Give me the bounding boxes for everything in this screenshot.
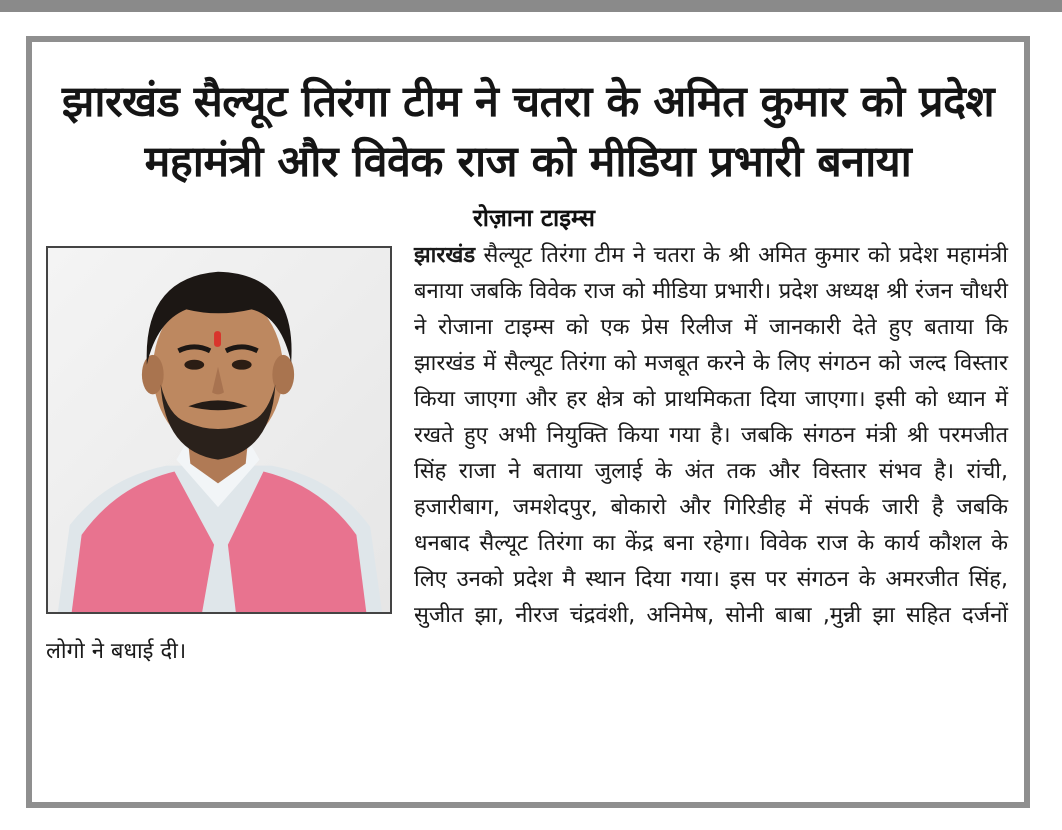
portrait-photo	[46, 246, 392, 614]
article-body	[46, 238, 1008, 670]
source-byline: रोज़ाना टाइम्स	[472, 204, 596, 232]
article-text: सैल्यूट तिरंगा टीम ने चतरा के श्री अमित कुमार को प्रदेश महामंत्री बनाया जबकि विवेक राज को मीडिया प्रभारी। प्रदेश अध्यक्ष श्री रंजन चौधरी ने रोजाना टाइम्स को एक प्रेस रिलीज में जानकारी देते हुए बताया कि झारखंड में सैल्यूट तिरंगा को मजबूत करने के लिए संगठन को जल्द विस्तार किया जाएगा और हर क्षेत्र को प्राथमिकता दिया जाएगा। इसी को ध्यान में रखते हुए अभी नियुक्ति किया गया है। जबकि संगठन मंत्री श्री परमजीत सिंह राजा ने बताया जुलाई के अंत तक और विस्तार संभव है। रांची, हजारीबाग, जमशेदपुर, बोकारो और गिरिडीह में संपर्क जारी है जबकि धनबाद सैल्यूट तिरंगा का केंद्र बना रहेगा। विवेक राज के कार्य कौशल के लिए उनको प्रदेश मै स्थान दिया गया। इस पर संगठन के अमरजीत सिंह, सुजीत झा, नीरज चंद्रवंशी, अनिमेष, सोनी बाबा ,मुन्नी झा सहित दर्जनों लोगो ने बधाई दी।	[46, 243, 1008, 664]
top-border	[0, 0, 1062, 12]
dateline: झारखंड	[414, 243, 476, 268]
portrait-illustration	[48, 248, 390, 612]
news-clipping	[26, 36, 1030, 808]
headline: झारखंड सैल्यूट तिरंगा टीम ने चतरा के अमित कुमार को प्रदेश महामंत्री और विवेक राज को मीडिया प्रभारी बनाया	[61, 77, 995, 187]
